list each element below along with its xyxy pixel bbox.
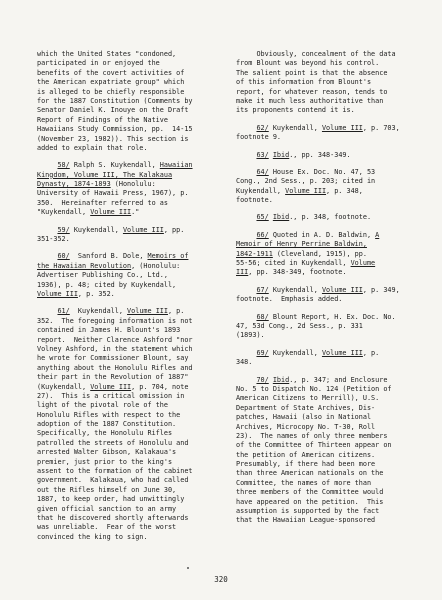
underlined-text: Volume III [321,348,363,357]
underlined-text: 58/ [57,161,70,170]
underlined-text: 1842-1911 [236,249,273,258]
text-line [236,177,428,186]
text-run: Senator Daniel K. Inouye on the Draft [37,106,189,115]
text-line [37,88,229,97]
text-run: benefits of the covert activities of [37,68,185,77]
footnote-note-64 [236,168,428,206]
underlined-text: 62/ [256,123,269,132]
text-run: assumption is supported by the fact [236,507,380,516]
text-run: Department of State Archives, Dis- [236,403,376,412]
text-run: Sanford B. Dole, [69,252,148,261]
text-line [37,135,229,144]
text-run: , pp. [163,225,185,234]
text-line [37,69,229,78]
text-run: Volney Ashford, in the statement which [37,344,193,353]
text-run: the American expatriate group" which [37,78,185,87]
text-line [37,383,229,392]
text-line [37,125,229,134]
underlined-text: Ibid [272,150,290,159]
text-run: footnote 9. [236,133,282,142]
text-line [236,313,428,322]
text-run [236,213,256,221]
underlined-text: 66/ [256,230,269,239]
text-line [236,376,428,385]
text-line [37,78,229,87]
text-run [236,231,256,239]
text-line [236,59,428,68]
text-run: , p. [167,307,185,316]
text-line [37,307,229,316]
text-run: No. 5 to Dispatch No. 124 (Petition of [236,384,392,393]
text-line [37,392,229,401]
text-run: report, for whatever reason, tends to [236,87,388,96]
text-run: ., p. 347; and Enclosure [289,375,388,384]
text-line [37,317,229,326]
paragraph-gap [37,299,229,307]
text-line [37,458,229,467]
underlined-text: Ibid [272,213,290,222]
text-run: House Ex. Doc. No. 47, 53 [268,167,376,176]
text-run: its proponents contend it is. [236,106,355,115]
text-run: their part in the Revolution of 1887" [37,373,189,382]
text-run: which the United States "condoned, [37,50,177,58]
underlined-text: Volume III [321,123,363,132]
footnote-note-61 [37,307,229,542]
left-column [37,50,229,542]
text-run: out the Rifles himself on June 30, [37,485,177,494]
footnote-note-66 [236,231,428,278]
underlined-text: Hawaiian [159,161,193,170]
underlined-text: Kingdom, Volume III, The Kalakaua [37,170,173,179]
text-run: light of the pivotal role of the [37,401,168,410]
text-line [236,349,428,358]
text-line [236,404,428,413]
text-line [37,226,229,235]
text-run: Honolulu Rifles with respect to the [37,410,181,419]
text-run: 1887, to keep order, had unwittingly [37,495,185,504]
text-run: , p. 703, [362,123,400,132]
text-run: than three American nationals on the [236,469,384,478]
text-line [236,488,428,497]
text-line [236,168,428,177]
text-line [37,364,229,373]
paragraph-gap [236,143,428,151]
text-line [37,116,229,125]
text-run: that the Hawaiian League-sponsored [236,516,376,525]
text-line [37,281,229,290]
text-run: added to explain that role. [37,143,148,152]
text-run: "Kuykendall, [37,208,91,217]
text-line [37,514,229,523]
text-run: Archives, Microcopy No. T-30, Roll [236,422,376,431]
text-run: is alleged to be chiefly responsible [37,87,185,96]
underlined-text: Volume III [90,382,132,391]
text-run: Kuykendall, [268,348,322,357]
footnote-note-58 [37,161,229,217]
text-run [236,349,256,357]
text-line [37,354,229,363]
text-run [236,286,256,294]
paragraph-gap [236,205,428,213]
underlined-text: 70/ [256,375,269,384]
text-run: ., p. 348, footnote. [289,213,372,222]
text-run: 352. The foregoing information is not [37,316,193,325]
underlined-text: 61/ [57,307,70,316]
text-line [236,213,428,222]
text-run [37,307,57,315]
text-line [236,69,428,78]
text-line [236,469,428,478]
text-line [236,231,428,240]
underlined-text: Volume III [285,186,327,195]
text-line [37,467,229,476]
text-run [37,226,57,234]
text-run: patches, Hawaii (also in National [236,413,372,422]
text-run: (Honolulu: [110,180,156,189]
text-run: Kuykendall, [268,285,322,294]
text-run: Obviously, concealment of the data [236,50,396,58]
text-run: Report of Findings of the Native [37,115,168,124]
text-line [236,358,428,367]
text-run: from Blount was beyond his control. [236,59,380,68]
text-run [236,313,256,321]
text-run: , p. [362,348,380,357]
underlined-text: III [236,268,249,277]
footnote-continuation [37,50,229,153]
text-run: Kuykendall, [69,225,123,234]
text-run: The salient point is that the absence [236,68,388,77]
text-line [236,322,428,331]
text-run: Committee, the names of more than [236,478,372,487]
footnote-note-68 [236,313,428,341]
text-line [236,331,428,340]
text-line [37,189,229,198]
text-line [37,290,229,299]
text-line [37,533,229,542]
text-line [37,411,229,420]
text-run: Advertiser Publishing Co., Ltd., [37,271,168,280]
text-run: 348. [236,358,253,367]
text-run: patrolled the streets of Honolulu and [37,438,189,447]
text-line [236,423,428,432]
paragraph-gap [37,244,229,252]
text-run: report. Neither Clarence Ashford "nor [37,335,193,344]
text-line [37,106,229,115]
text-run: have appeared on the petition. This [236,497,384,506]
underlined-text: 67/ [256,285,269,294]
text-line [37,144,229,153]
text-line [236,460,428,469]
text-line [37,401,229,410]
paragraph-gap [236,223,428,231]
text-run: , p. 352. [77,289,115,298]
text-run: make it much less authoritative than [236,96,384,105]
text-line [37,373,229,382]
underlined-text: 59/ [57,225,70,234]
underlined-text: 63/ [256,150,269,159]
text-run: contained in James H. Blount's 1893 [37,326,181,335]
text-line [37,486,229,495]
underlined-text: Memoirs of [147,252,189,261]
text-run: Kuykendall, [69,307,128,316]
scan-speck [187,567,189,569]
text-run: , p. 348, [326,186,363,195]
text-line [236,133,428,142]
text-run: Quoted in A. D. Baldwin, [268,230,376,239]
text-line [37,336,229,345]
text-line [236,516,428,525]
text-line [236,498,428,507]
paragraph-gap [236,278,428,286]
text-line [236,295,428,304]
text-line [236,432,428,441]
text-run: he wrote for Commissioner Blount, say [37,354,189,363]
text-run [236,124,256,132]
page-number: 320 [214,575,228,584]
text-run: Hawaiians Study Commission, pp. 14-15 [37,125,193,134]
text-line [236,479,428,488]
text-line [37,262,229,271]
text-line [236,106,428,115]
text-run: Presumably, if there had been more [236,460,376,469]
text-line [37,59,229,68]
text-run: , p. 704, note [131,382,189,391]
text-line [236,124,428,133]
text-run: adoption of the 1887 Constitution. [37,420,177,429]
text-run: (November 23, 1982)). This section is [37,134,189,143]
text-line [236,50,428,59]
text-line [236,385,428,394]
text-run: ." [131,208,140,217]
text-run: , (Honolulu: [131,261,181,270]
footnote-note-67 [236,286,428,305]
text-line [37,180,229,189]
text-line [37,429,229,438]
text-line [37,161,229,170]
paragraph-gap [236,116,428,124]
text-line [236,259,428,268]
underlined-text: 68/ [256,312,269,321]
text-run: assent to the formation of the cabinet [37,467,193,476]
text-run: Kuykendall, [268,123,322,132]
text-line [37,50,229,59]
text-line [37,505,229,514]
underlined-text: Volume III [321,285,363,294]
text-line [37,439,229,448]
text-run: Specifically, the Honolulu Rifles [37,429,173,438]
text-run: Ralph S. Kuykendall, [69,161,160,170]
text-run: the petition of American citizens. [236,450,376,459]
text-run: (Cleveland, 1915), pp. [272,249,367,258]
text-line [37,235,229,244]
text-run: 1936), p. 48; cited by Kuykendall, [37,280,177,289]
text-run: Cong., 2nd Sess., p. 203; cited in [236,177,376,186]
paragraph-gap [236,341,428,349]
text-line [236,151,428,160]
text-line [236,413,428,422]
text-run: , p. 349, [362,285,400,294]
text-run: ., pp. 348-349. [289,150,351,159]
text-line [37,326,229,335]
footnote-note-60 [37,252,229,299]
text-run: 55-56; cited in Kuykendall, [236,259,351,268]
text-run: premier, just prior to the king's [37,457,173,466]
text-run: three members of the Committee would [236,488,384,497]
text-line [37,171,229,180]
text-run: of this information from Blount's [236,78,372,87]
text-line [236,286,428,295]
underlined-text: the Hawaiian Revolution [37,261,132,270]
text-line [37,252,229,261]
text-line [236,394,428,403]
text-run [236,168,256,176]
text-run [37,161,57,169]
text-run: 27). This is a critical omission in [37,391,185,400]
text-line [236,97,428,106]
text-run: University of Hawaii Press, 1967), p. [37,189,189,198]
text-line [236,250,428,259]
text-run: convinced the king to sign. [37,532,148,541]
text-line [37,523,229,532]
text-run: of the Committee of Thirteen appear on [236,441,392,450]
footnote-note-63 [236,151,428,160]
paragraph-gap [236,368,428,376]
text-line [37,420,229,429]
text-line [236,268,428,277]
paragraph-gap [236,305,428,313]
text-line [37,476,229,485]
text-line [236,78,428,87]
text-line [37,199,229,208]
text-run: (1893). [236,331,265,340]
underlined-text: Volume III [127,307,168,316]
text-line [236,196,428,205]
text-line [37,345,229,354]
text-line [37,495,229,504]
underlined-text: 64/ [256,167,269,176]
text-run: American Citizens to Merrill), U.S. [236,394,380,403]
text-line [236,187,428,196]
text-line [37,271,229,280]
underlined-text: Volume III [122,225,164,234]
footnote-note-69 [236,349,428,368]
underlined-text: A [375,230,380,239]
right-column [236,50,428,526]
text-run: was unreliable. Fear of the worst [37,523,177,532]
text-run: 23). The names of only three members [236,431,388,440]
text-run: participated in or enjoyed the [37,59,160,68]
text-run: government. Kalakaua, who had called [37,476,189,485]
paragraph-gap [236,160,428,168]
underlined-text: Volume [350,259,376,268]
text-line [37,208,229,217]
text-run: footnote. [236,196,273,205]
text-line [37,97,229,106]
underlined-text: 65/ [256,213,269,222]
underlined-text: Memoir of Henry Perrine Baldwin, [236,240,367,249]
text-run: Blount Report, H. Ex. Doc. No. [268,312,396,321]
underlined-text: Ibid [272,375,290,384]
text-run [236,151,256,159]
text-line [236,451,428,460]
text-line [236,240,428,249]
text-run: arrested Walter Gibson, Kalakaua's [37,448,177,457]
footnote-note-62 [236,124,428,143]
text-line [236,441,428,450]
paragraph-gap [37,153,229,161]
text-line [236,507,428,516]
text-run [37,252,57,260]
text-run: that he discovered shortly afterwards [37,513,189,522]
text-run: 351-352. [37,235,70,244]
text-run: footnote. Emphasis added. [236,295,343,304]
text-run: anything about the Honolulu Rifles and [37,363,193,372]
footnote-note-59 [37,226,229,245]
underlined-text: 69/ [256,348,269,357]
text-run: , pp. 348-349, footnote. [248,268,347,277]
text-run: 47, 53d Cong., 2d Sess., p. 331 [236,321,363,330]
text-line [236,88,428,97]
underlined-text: Volume III [37,289,78,298]
text-run: for the 1887 Constitution (Comments by [37,96,193,105]
text-run: 350. Hereinafter referred to as [37,198,168,207]
underlined-text: Volume III [90,208,132,217]
footnote-note-65 [236,213,428,222]
underlined-text: Dynasty, 1874-1893 [37,180,111,189]
paragraph-gap [37,218,229,226]
text-run: given official sanction to an army [37,504,177,513]
footnote-continuation-right [236,50,428,116]
footnote-note-70 [236,376,428,526]
underlined-text: 60/ [57,252,70,261]
text-run [236,376,256,384]
text-run: Kuykendall, [236,186,286,195]
text-line [37,448,229,457]
text-run: (Kuykendall, [37,382,91,391]
